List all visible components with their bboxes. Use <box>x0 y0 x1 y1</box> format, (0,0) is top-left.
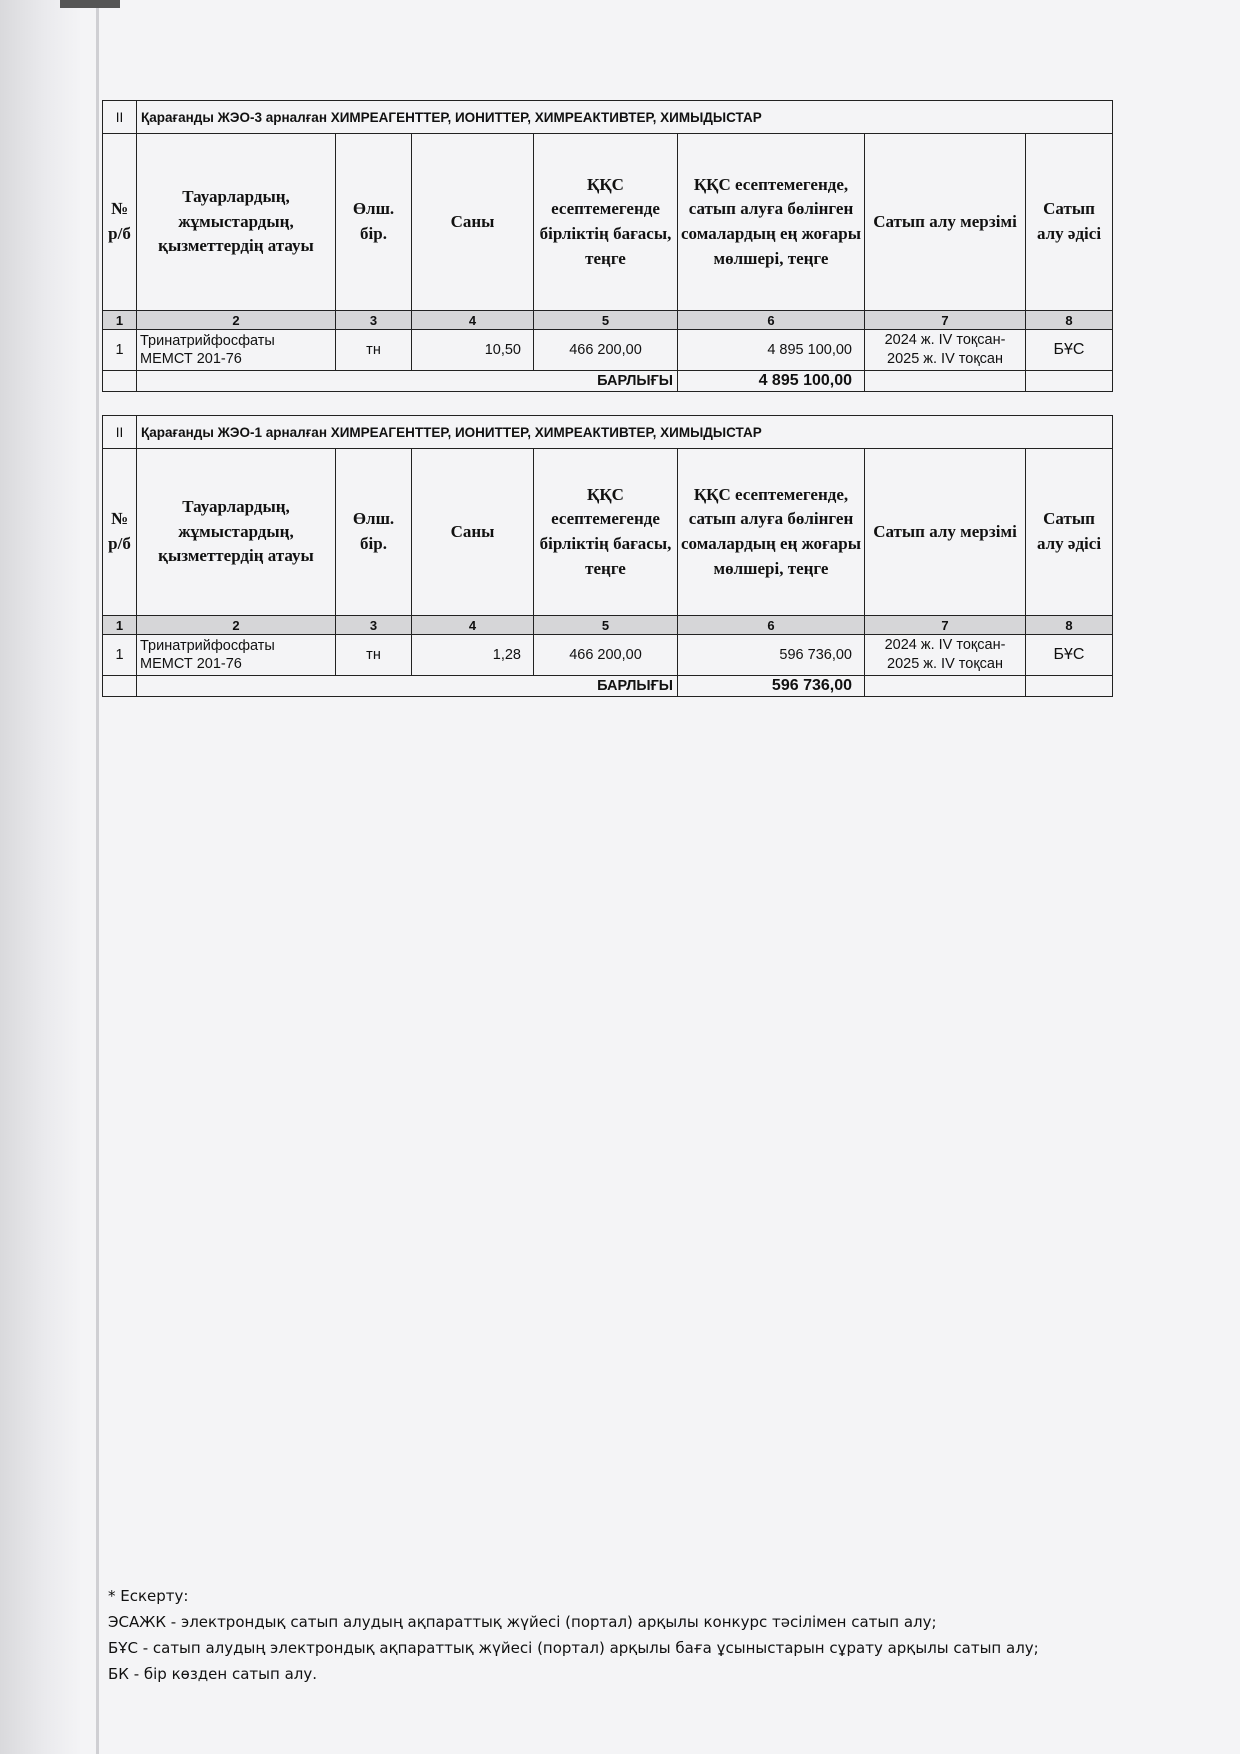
header-name: Тауарлардың, жұмыстардың, қызметтердің атауы <box>137 134 336 311</box>
row-unit: тн <box>336 635 412 676</box>
row-no: 1 <box>103 635 137 676</box>
column-number: 7 <box>865 311 1026 330</box>
row-unit-price: 466 200,00 <box>534 635 678 676</box>
section-number: II <box>103 101 137 134</box>
total-row <box>103 676 1113 697</box>
header-no: № р/б <box>103 134 137 311</box>
row-name-line2: МЕМСТ 201-76 <box>140 656 242 672</box>
total-empty-cell <box>103 371 137 392</box>
header-max-sum: ҚҚС есептемегенде, сатып алуға бөлінген сомалардың ең жоғары мөлшері, теңге <box>678 449 865 616</box>
section-title: Қарағанды ЖЭО-1 арналған ХИМРЕАГЕНТТЕР, ИОНИТТЕР, ХИМРЕАКТИВТЕР, ХИМЫДЫСТАР <box>137 416 1113 449</box>
row-name <box>137 330 336 371</box>
column-number: 1 <box>103 616 137 635</box>
column-number: 8 <box>1026 311 1113 330</box>
row-period-line2: 2025 ж. IV тоқсан <box>887 351 1003 367</box>
section-header-row <box>103 101 1113 134</box>
header-unit: Өлш. бір. <box>336 134 412 311</box>
row-name <box>137 635 336 676</box>
column-number: 2 <box>137 311 336 330</box>
header-method: Сатып алу әдісі <box>1026 449 1113 616</box>
row-max-sum: 596 736,00 <box>678 635 865 676</box>
table-row <box>103 635 1113 676</box>
column-number-row <box>103 311 1113 330</box>
total-row <box>103 371 1113 392</box>
column-number: 6 <box>678 311 865 330</box>
note-line-bus: БҰС - сатып алудың электрондық ақпараттық жүйесі (портал) арқылы баға ұсыныстарын сұрату арқылы сатып алу; <box>108 1639 1039 1657</box>
total-empty-cell <box>865 676 1026 697</box>
header-qty: Саны <box>412 449 534 616</box>
column-number: 5 <box>534 311 678 330</box>
header-period: Сатып алу мерзімі <box>865 449 1026 616</box>
section-number: II <box>103 416 137 449</box>
row-no: 1 <box>103 330 137 371</box>
header-unit: Өлш. бір. <box>336 449 412 616</box>
header-qty: Саны <box>412 134 534 311</box>
column-header-row <box>103 134 1113 311</box>
row-method: БҰС <box>1026 330 1113 371</box>
row-unit: тн <box>336 330 412 371</box>
row-name-line1: Тринатрийфосфаты <box>140 332 275 349</box>
note-line-bk: БК - бір көзден сатып алу. <box>108 1665 318 1683</box>
row-period-line1: 2024 ж. IV тоқсан- <box>884 332 1006 349</box>
row-qty: 10,50 <box>412 330 534 371</box>
footnotes <box>108 1583 1168 1687</box>
notes-title: * Ескерту: <box>108 1587 189 1605</box>
total-value: 596 736,00 <box>678 676 865 697</box>
total-empty-cell <box>865 371 1026 392</box>
total-label: БАРЛЫҒЫ <box>137 676 678 697</box>
header-max-sum: ҚҚС есептемегенде, сатып алуға бөлінген сомалардың ең жоғары мөлшері, теңге <box>678 134 865 311</box>
header-method: Сатып алу әдісі <box>1026 134 1113 311</box>
column-number: 5 <box>534 616 678 635</box>
row-max-sum: 4 895 100,00 <box>678 330 865 371</box>
column-number: 8 <box>1026 616 1113 635</box>
column-number: 4 <box>412 616 534 635</box>
note-line-esazhk: ЭСАЖК - электрондық сатып алудың ақпараттық жүйесі (портал) арқылы конкурс тәсілімен сатып алу; <box>108 1613 937 1631</box>
total-value: 4 895 100,00 <box>678 371 865 392</box>
table-row <box>103 330 1113 371</box>
column-number: 1 <box>103 311 137 330</box>
header-unit-price: ҚҚС есептемегенде бірліктің бағасы, теңге <box>534 449 678 616</box>
procurement-table-zheo1 <box>102 415 1113 697</box>
header-unit-price: ҚҚС есептемегенде бірліктің бағасы, теңге <box>534 134 678 311</box>
header-period: Сатып алу мерзімі <box>865 134 1026 311</box>
column-number: 2 <box>137 616 336 635</box>
row-qty: 1,28 <box>412 635 534 676</box>
header-name: Тауарлардың, жұмыстардың, қызметтердің атауы <box>137 449 336 616</box>
column-number-row <box>103 616 1113 635</box>
header-no: № р/б <box>103 449 137 616</box>
procurement-table-zheo3 <box>102 100 1113 392</box>
row-period <box>865 635 1026 676</box>
total-empty-cell <box>1026 676 1113 697</box>
row-method: БҰС <box>1026 635 1113 676</box>
total-empty-cell <box>103 676 137 697</box>
row-name-line2: МЕМСТ 201-76 <box>140 351 242 367</box>
column-number: 7 <box>865 616 1026 635</box>
row-period-line2: 2025 ж. IV тоқсан <box>887 656 1003 672</box>
column-number: 3 <box>336 311 412 330</box>
row-unit-price: 466 200,00 <box>534 330 678 371</box>
column-header-row <box>103 449 1113 616</box>
row-name-line1: Тринатрийфосфаты <box>140 637 275 654</box>
total-label: БАРЛЫҒЫ <box>137 371 678 392</box>
section-title: Қарағанды ЖЭО-3 арналған ХИМРЕАГЕНТТЕР, ИОНИТТЕР, ХИМРЕАКТИВТЕР, ХИМЫДЫСТАР <box>137 101 1113 134</box>
column-number: 4 <box>412 311 534 330</box>
section-header-row <box>103 416 1113 449</box>
column-number: 3 <box>336 616 412 635</box>
column-number: 6 <box>678 616 865 635</box>
row-period-line1: 2024 ж. IV тоқсан- <box>884 637 1006 654</box>
total-empty-cell <box>1026 371 1113 392</box>
row-period <box>865 330 1026 371</box>
